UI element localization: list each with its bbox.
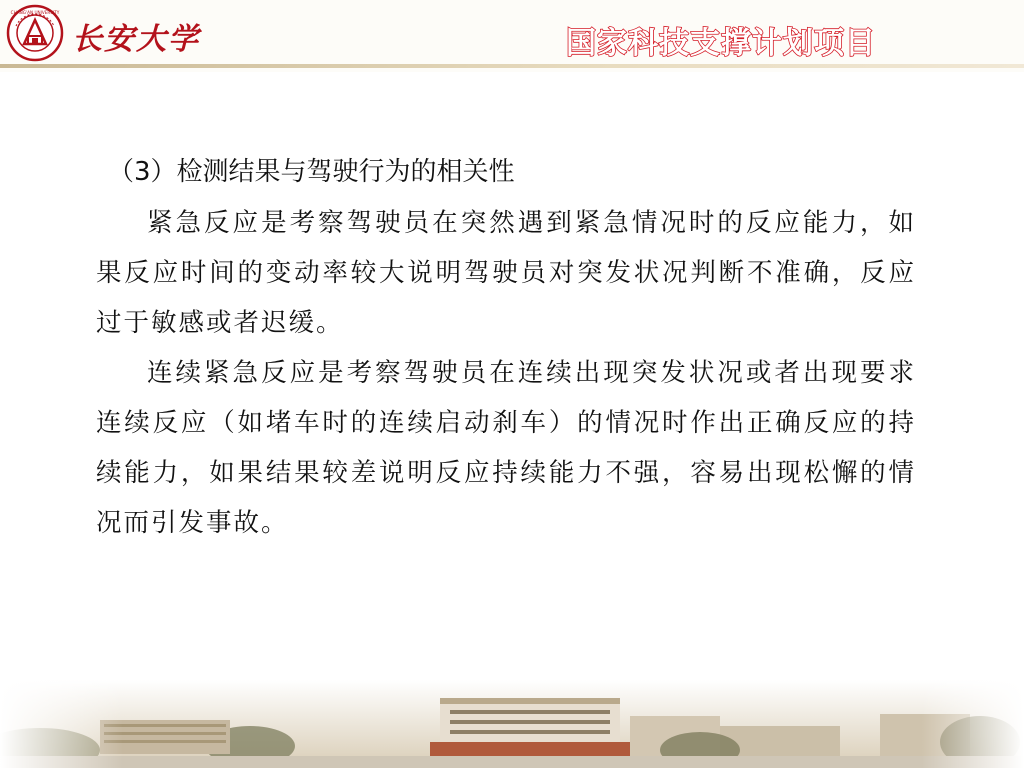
- campus-scenery-footer: [0, 680, 1024, 768]
- university-wordmark: 长安大学: [72, 22, 200, 57]
- university-seal-icon: [6, 4, 64, 62]
- slide-header: [0, 0, 1024, 72]
- seal-lettering: CHANG'AN UNIVERSITY: [10, 10, 60, 15]
- header-divider: [0, 64, 1024, 68]
- paragraph-emergency-reaction: 紧急反应是考察驾驶员在突然遇到紧急情况时的反应能力，如果反应时间的变动率较大说明驾驶员对突发状况判断不准确，反应过于敏感或者迟缓。: [96, 208, 916, 338]
- slide-body: [96, 152, 916, 548]
- section-heading: （3）检测结果与驾驶行为的相关性: [108, 157, 515, 187]
- paragraph-continuous-reaction: 连续紧急反应是考察驾驶员在连续出现突发状况或者出现要求连续反应（如堵车时的连续启动刹车）的情况时作出正确反应的持续能力，如果结果较差说明反应持续能力不强，容易出现松懈的情况而引发事故。: [96, 358, 916, 538]
- project-title: 国家科技支撑计划项目: [566, 26, 876, 61]
